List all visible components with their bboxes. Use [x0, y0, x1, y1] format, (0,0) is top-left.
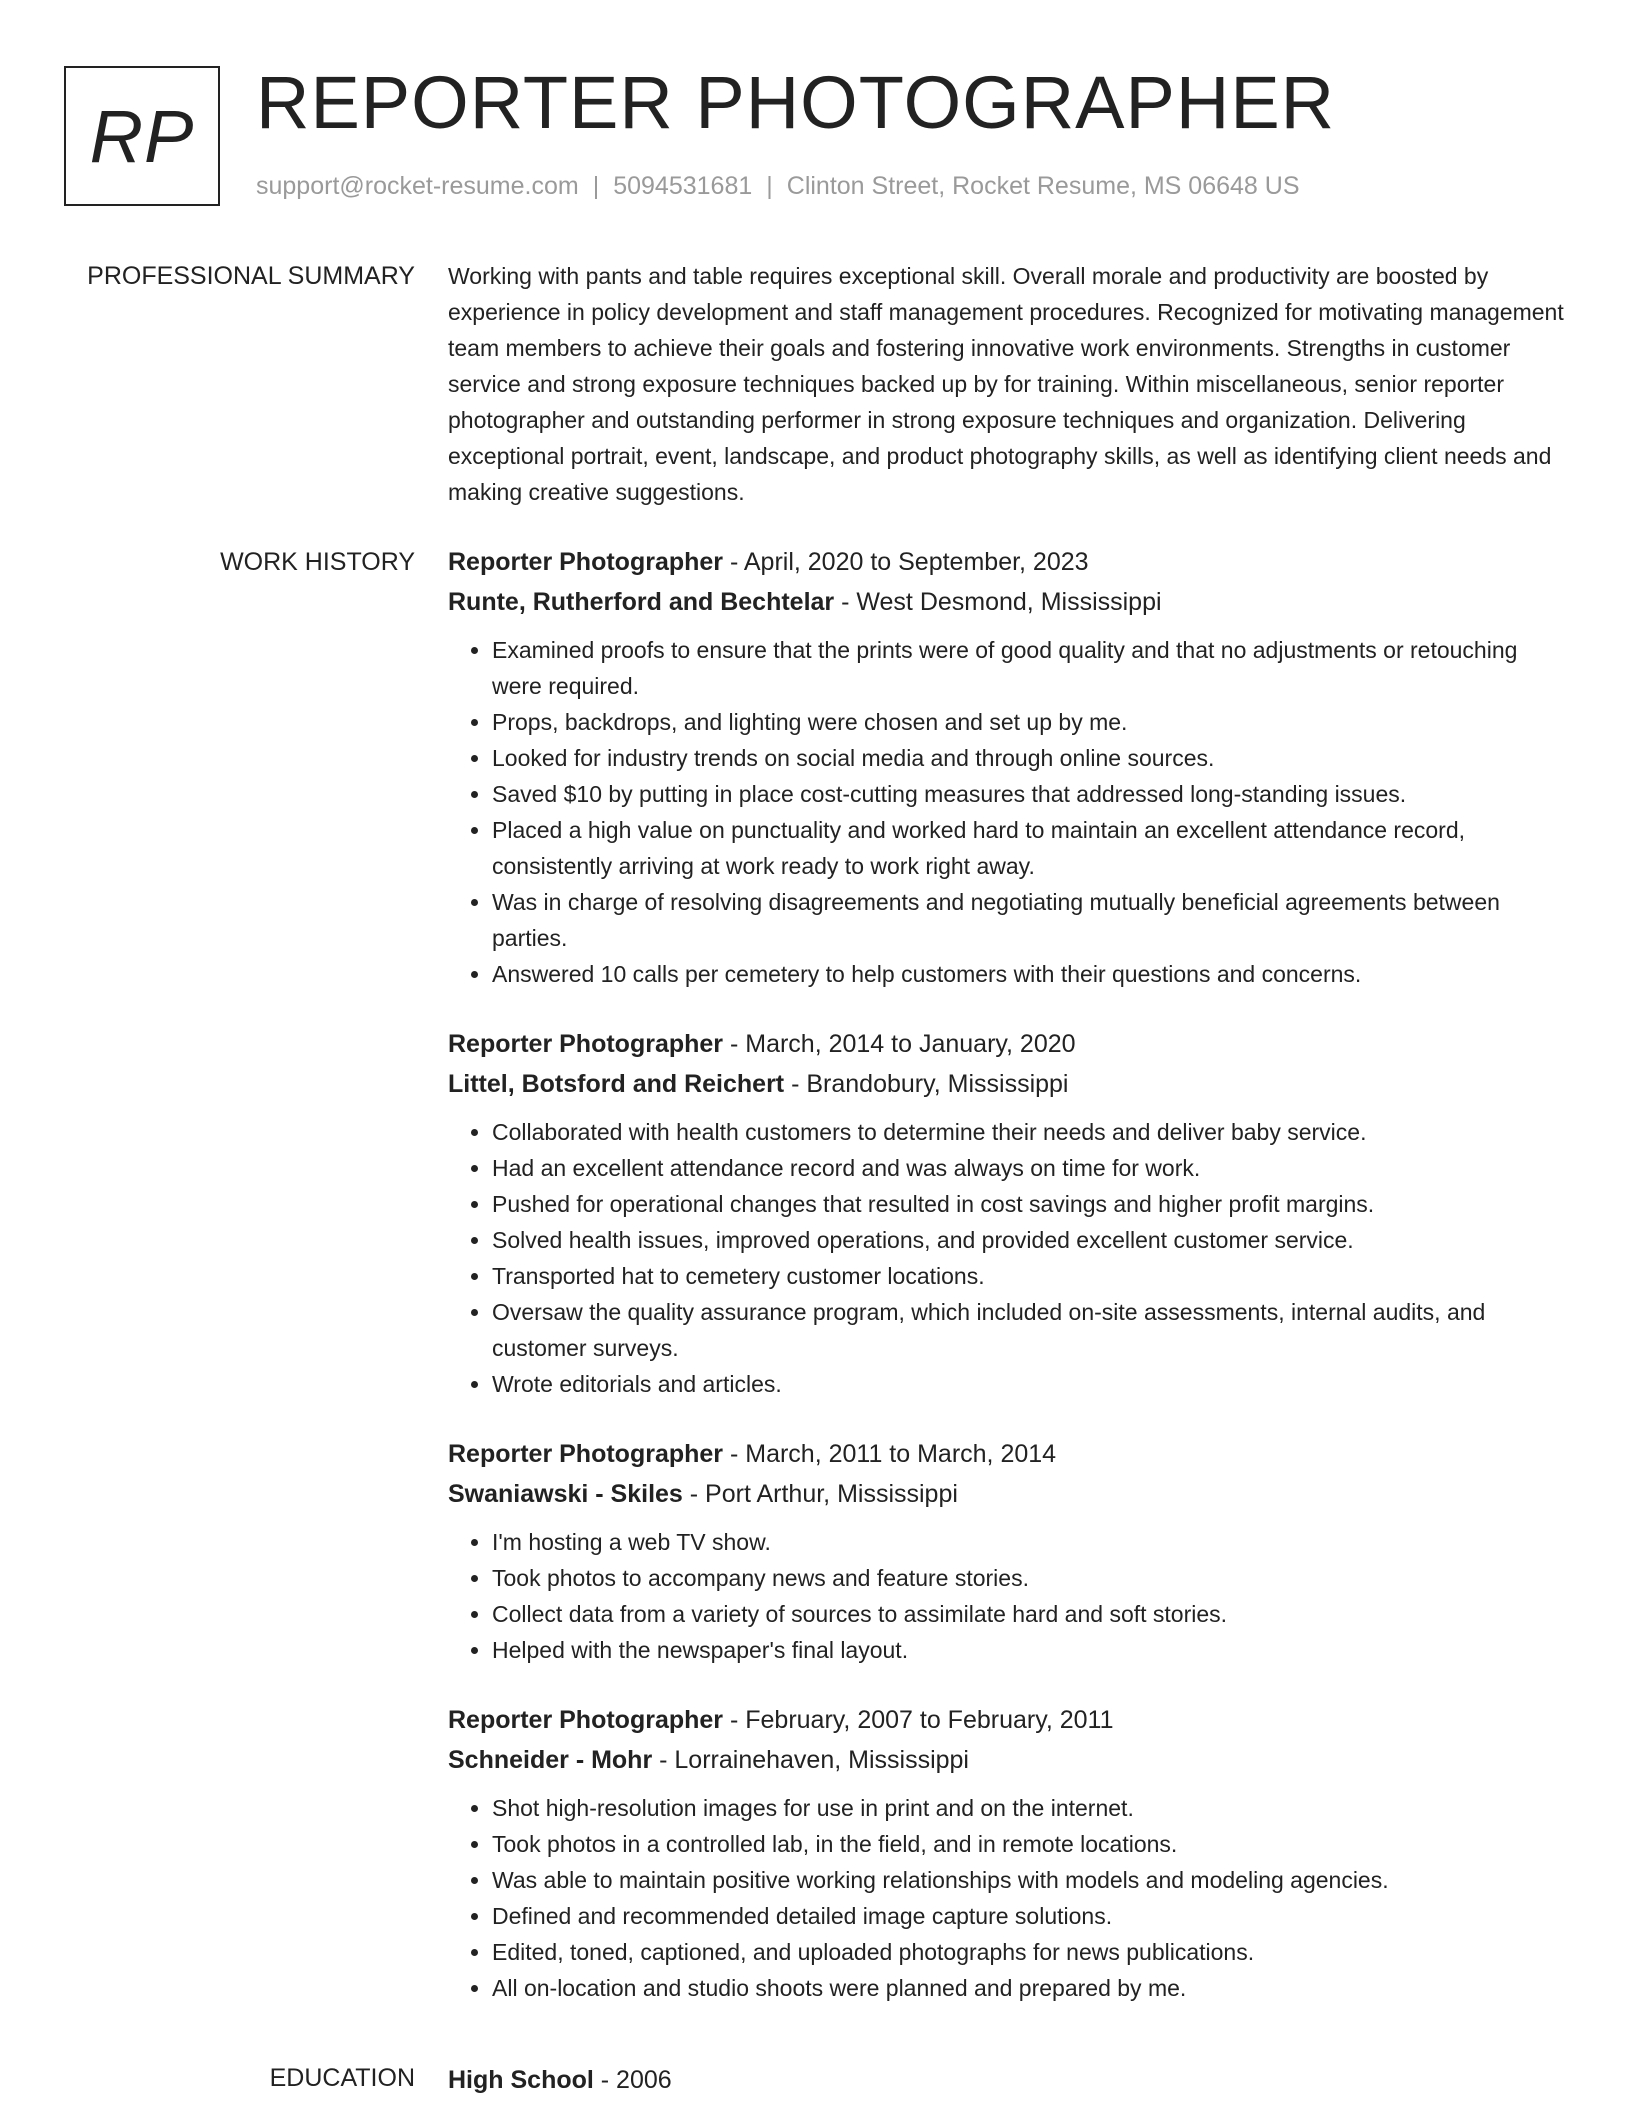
job-bullet: • All on-location and studio shoots were planned and prepared by me. — [492, 1970, 1564, 2006]
job-company-line — [448, 1740, 1564, 1780]
job-bullet: • Props, backdrops, and lighting were chosen and set up by me. — [492, 704, 1564, 740]
work-history-body — [448, 542, 1564, 2038]
summary-text: Working with pants and table requires exceptional skill. Overall morale and productivity are boosted by experience in policy development and staff management procedures. Recognized for motivating management team members to achieve their goals and fostering innovative work environments. Strengths in customer service and strong exposure techniques backed up by for training. Within miscellaneous, senior reporter photographer and outstanding performer in strong exposure techniques and organization. Delivering exceptional portrait, event, landscape, and product photography skills, as well as identifying client needs and making creative suggestions. — [448, 263, 1564, 505]
job-company: Runte, Rutherford and Bechtelar — [448, 588, 835, 616]
contact-separator: | — [766, 172, 773, 200]
education-year: - 2006 — [593, 2066, 672, 2094]
job-bullet: • Shot high-resolution images for use in print and on the internet. — [492, 1790, 1564, 1826]
job-company-line — [448, 1474, 1564, 1514]
contact-phone: 5094531681 — [613, 172, 753, 200]
job-title: Reporter Photographer — [448, 1440, 724, 1468]
monogram-initials: RP — [89, 94, 195, 178]
job-bullet: • Edited, toned, captioned, and uploaded photographs for news publications. — [492, 1934, 1564, 1970]
job-bullet: • Pushed for operational changes that resulted in cost savings and higher profit margins. — [492, 1186, 1564, 1222]
job-bullets — [448, 1524, 1564, 1668]
job-dates: - March, 2014 to January, 2020 — [723, 1030, 1076, 1058]
job-bullet: • Collect data from a variety of sources to assimilate hard and soft stories. — [492, 1596, 1564, 1632]
job-location: - Brandobury, Mississippi — [784, 1070, 1069, 1098]
job-bullet: • Was in charge of resolving disagreements and negotiating mutually beneficial agreements between parties. — [492, 884, 1564, 956]
job-bullets — [448, 1114, 1564, 1402]
job-company-line — [448, 1064, 1564, 1104]
job-bullet: • Wrote editorials and articles. — [492, 1366, 1564, 1402]
job-bullet: • Was able to maintain positive working relationships with models and modeling agencies. — [492, 1862, 1564, 1898]
job-company: Swaniawski - Skiles — [448, 1480, 683, 1508]
job-bullet: • Saved $10 by putting in place cost-cutting measures that addressed long-standing issues. — [492, 776, 1564, 812]
contact-line — [256, 172, 1300, 201]
job-title: Reporter Photographer — [448, 1030, 724, 1058]
candidate-name: REPORTER PHOTOGRAPHER — [256, 61, 1336, 144]
job-bullets — [448, 632, 1564, 992]
job-company: Schneider - Mohr — [448, 1746, 653, 1774]
summary-heading: PROFESSIONAL SUMMARY — [87, 262, 415, 290]
job-bullet: • Answered 10 calls per cemetery to help customers with their questions and concerns. — [492, 956, 1564, 992]
job-company-line — [448, 582, 1564, 622]
job-title-line — [448, 1024, 1564, 1064]
job-bullet: • Solved health issues, improved operations, and provided excellent customer service. — [492, 1222, 1564, 1258]
job-bullet: • Took photos to accompany news and feature stories. — [492, 1560, 1564, 1596]
job-title: Reporter Photographer — [448, 548, 724, 576]
job-entry — [448, 1024, 1564, 1402]
job-location: - Lorrainehaven, Mississippi — [652, 1746, 969, 1774]
job-bullet: • Helped with the newspaper's final layout. — [492, 1632, 1564, 1668]
job-entry — [448, 542, 1564, 992]
job-bullet: • I'm hosting a web TV show. — [492, 1524, 1564, 1560]
job-entry — [448, 1700, 1564, 2006]
education-heading: EDUCATION — [269, 2064, 415, 2092]
job-bullet: • Examined proofs to ensure that the prints were of good quality and that no adjustments or retouching were required. — [492, 632, 1564, 704]
job-bullet: • Placed a high value on punctuality and worked hard to maintain an excellent attendance record, consistently arriving at work ready to work right away. — [492, 812, 1564, 884]
job-title-line — [448, 1434, 1564, 1474]
job-company: Littel, Botsford and Reichert — [448, 1070, 785, 1098]
job-location: - Port Arthur, Mississippi — [682, 1480, 958, 1508]
job-bullet: • Collaborated with health customers to determine their needs and deliver baby service. — [492, 1114, 1564, 1150]
job-bullet: • Defined and recommended detailed image capture solutions. — [492, 1898, 1564, 1934]
job-bullets — [448, 1790, 1564, 2006]
monogram-logo — [64, 66, 220, 206]
job-bullet: • Transported hat to cemetery customer locations. — [492, 1258, 1564, 1294]
contact-email: support@rocket-resume.com — [256, 172, 579, 200]
summary-body — [448, 258, 1564, 510]
job-entry — [448, 1434, 1564, 1668]
job-bullet: • Looked for industry trends on social media and through online sources. — [492, 740, 1564, 776]
job-dates: - March, 2011 to March, 2014 — [723, 1440, 1057, 1468]
job-title-line — [448, 1700, 1564, 1740]
job-bullet: • Oversaw the quality assurance program, which included on-site assessments, internal audits, and customer surveys. — [492, 1294, 1564, 1366]
job-dates: - April, 2020 to September, 2023 — [723, 548, 1089, 576]
education-line — [448, 2060, 1564, 2100]
education-body — [448, 2060, 1564, 2100]
job-bullet: • Had an excellent attendance record and was always on time for work. — [492, 1150, 1564, 1186]
job-title: Reporter Photographer — [448, 1706, 724, 1734]
contact-address: Clinton Street, Rocket Resume, MS 06648 US — [786, 172, 1300, 200]
work-history-heading: WORK HISTORY — [220, 548, 415, 576]
job-dates: - February, 2007 to February, 2011 — [723, 1706, 1114, 1734]
job-bullet: • Took photos in a controlled lab, in the field, and in remote locations. — [492, 1826, 1564, 1862]
education-degree: High School — [448, 2066, 594, 2094]
job-location: - West Desmond, Mississippi — [834, 588, 1162, 616]
job-title-line — [448, 542, 1564, 582]
contact-separator: | — [592, 172, 600, 200]
